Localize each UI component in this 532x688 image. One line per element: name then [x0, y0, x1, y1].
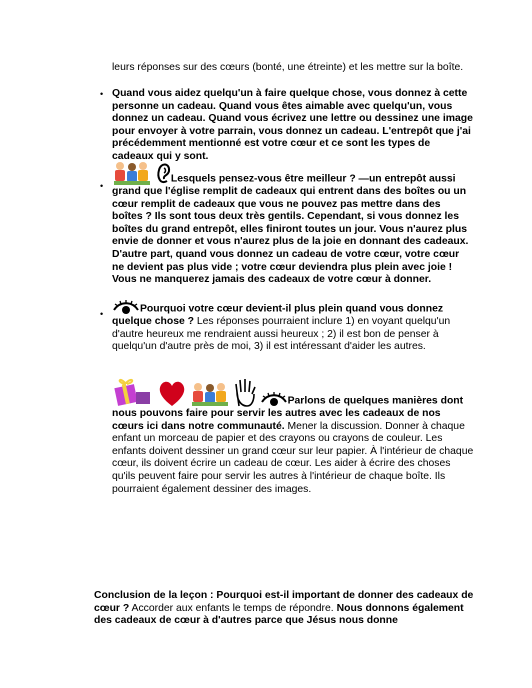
conclusion-statement: Nous donnons également des cadeaux de cœur à d'autres parce que Jésus nous donne [94, 602, 464, 627]
bullet2-text: Lesquels pensez-vous être meilleur ? —un entrepôt aussi grand que l'église remplit de cadeaux qui entrent dans des boîtes ou un cœur remplit de cadeaux que vous ne pouvez pas mettre dans des boîtes ? Ils sont tous deux très gentils. Cependant, si vous donnez les boîtes du grand entrepôt, elles finiront toutes un jour. Vous n'aurez plus envie de donner et vous n'aurez plus de la joie en donnant des cadeaux. D'autre part, quand vous donnez un cadeau de votre cœur, votre cœur ne devient pas plus vide ; votre cœur deviendra plus plein avec joie ! Vous ne manquerez jamais des cadeaux de votre cœur à donner. [112, 173, 469, 286]
continuation-paragraph: leurs réponses sur des cœurs (bonté, une étreinte) et les mettre sur la boîte. [112, 62, 464, 73]
discussion-instructions: Mener la discussion. Donner à chaque enfant un morceau de papier et des crayons ou crayons de couleur. Les enfants doivent dessiner un grand cœur sur leur papier. À l'intérieur de chaque cœur, ils doivent écrire un cadeau de cœur. Les aider à écrire des choses qu'ils peuvent faire pour servir les autres à l'intérieur de chaque boîte. Ils pourraient également dessiner des images. [112, 420, 474, 495]
hand-icon [233, 378, 257, 408]
bullet3-question: Pourquoi votre cœur devient-il plus plein quand vous donnez quelque chose ? [112, 303, 444, 327]
bullet-marker: • [100, 181, 104, 191]
eye-icon [112, 300, 140, 316]
people-ear-icons [112, 160, 171, 186]
bullet3-answers: Les réponses pourraient inclure 1) en voyant quelqu'un d'autre heureux me rendraient aussi heureux ; 2) il est bon de penser à quelqu'un d'autre près de moi, 3) il est intéressant d'aider les autres. [112, 316, 451, 353]
discussion-paragraph [112, 372, 474, 496]
bullet1-text: Quand vous aidez quelqu'un à faire quelque chose, vous donnez à cette personne un cadeau. Quand vous êtes aimable avec quelqu'un, vous donnez un cadeau. Quand vous écrivez une lettre ou dessinez une image pour envoyer à votre parrain, vous donnez un cadeau. L'entrepôt que j'ai précédemment mentionné est votre cœur et ce sont les types de cadeaux qui y sont. [112, 88, 473, 162]
group-of-children-icon [190, 380, 230, 408]
bullet-which-better [100, 160, 474, 287]
group-of-children-icon [112, 160, 152, 186]
eye-icon [260, 392, 288, 408]
bullet-why-fuller [100, 300, 474, 354]
heart-icon [157, 380, 187, 408]
bullet-marker: • [100, 89, 104, 99]
lesson-conclusion [94, 590, 474, 628]
gift-icon [112, 372, 154, 408]
discussion-heading: Parlons de quelques manières dont nous pouvons faire pour servir les autres avec les cadeaux de nos cœurs ici dans notre communauté. [112, 395, 464, 432]
bullet-gifts-explanation [100, 88, 474, 164]
conclusion-question: Conclusion de la leçon : Pourquoi est-il important de donner des cadeaux de cœur ? [94, 590, 474, 614]
ear-icon [155, 160, 171, 186]
bullet-marker: • [100, 309, 104, 319]
conclusion-instruction: Accorder aux enfants le temps de répondre. [129, 602, 334, 614]
